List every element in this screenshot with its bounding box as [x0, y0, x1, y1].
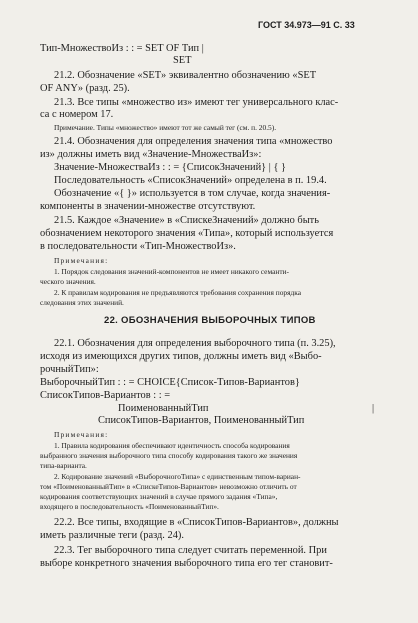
text-line: в последовательности «Тип-МножествоИз».: [40, 241, 236, 252]
text-line: 21.5. Каждое «Значение» в «СпискеЗначений» должно быть: [54, 215, 319, 226]
note-line: Примечание. Типы «множество» имеют тот же самый тег (см. п. 20.5).: [54, 123, 277, 132]
note-line: выбранного значения выборочного типа способу кодирования такого же значения: [40, 451, 298, 460]
text-line: компоненты в значении-множестве отсутствуют.: [40, 201, 256, 212]
text-line: 21.2. Обозначение «SET» эквивалентно обозначению «SET: [54, 70, 317, 81]
text-line: ВыборочныйТип : : = CHOICE{Список-Типов-Вариантов}: [40, 377, 300, 388]
note-line: том «ПоименованныйТип» в «СпискеТипов-Вариантов» невозможно отличить от: [40, 482, 297, 491]
note-line: ческого значения.: [40, 277, 96, 286]
note-line: типа-варианта.: [40, 461, 87, 470]
text-line: |: [372, 403, 375, 414]
note-line: 1. Правила кодирования обеспечивают идентичность способа кодирования: [54, 441, 290, 450]
text-line: обозначением некоторого значения «Типа», который используется: [40, 228, 334, 239]
text-line: СписокТипов-Вариантов : : =: [40, 390, 171, 401]
note-line: 2. Кодирование значений «ВыборочногоТипа» с единственным типом-вариан-: [54, 472, 301, 481]
text-line: исходя из имеющихся других типов, должны иметь вид «Выбо-: [40, 351, 322, 362]
text-line: 21.4. Обозначения для определения значения типа «множество: [54, 136, 333, 147]
note-line: входящего в последовательность «ПоименованныйТип».: [40, 502, 219, 511]
note-line: 2. К правилам кодирования не предъявляются требования сохранения порядка: [54, 288, 302, 297]
text-line: OF ANY» (разд. 25).: [40, 83, 130, 94]
text-line: 21.3. Все типы «множество из» имеют тег универсального клас-: [54, 97, 339, 108]
text-line: 22.1. Обозначения для определения выборочного типа (п. 3.25),: [54, 338, 336, 349]
text-line: 22.2. Все типы, входящие в «СписокТипов-Вариантов», должны: [54, 517, 339, 528]
text-line: выборе конкретного значения выборочного типа его тег становит-: [40, 558, 333, 569]
note-line: 1. Порядок следования значений-компонентов не имеет никакого семанти-: [54, 267, 289, 276]
text-line: Значение-МножестваИз : : = {СписокЗначений} | { }: [54, 162, 287, 173]
text-line: из» должны иметь вид «Значение-МножестваИз»:: [40, 149, 262, 160]
text-line: иметь различные теги (разд. 24).: [40, 530, 184, 541]
text-line: Обозначение «{ }» используется в том случае, когда значения-: [54, 188, 331, 199]
text-line: СписокТипов-Вариантов, ПоименованныйТип: [98, 415, 305, 426]
text-line: SET: [173, 55, 192, 66]
note-line: следования этих значений.: [40, 298, 124, 307]
notes-heading: Примечания:: [54, 430, 109, 439]
text-line: са с номером 17.: [40, 109, 114, 120]
notes-heading: Примечания:: [54, 256, 109, 265]
text-line: Последовательность «СписокЗначений» определена в п. 19.4.: [54, 175, 327, 186]
text-line: 22.3. Тег выборочного типа следует считать переменной. При: [54, 545, 327, 556]
text-line: ПоименованныйТип: [118, 403, 209, 414]
section-heading: 22. ОБОЗНАЧЕНИЯ ВЫБОРОЧНЫХ ТИПОВ: [104, 315, 316, 326]
running-head: ГОСТ 34.973—91 С. 33: [258, 20, 355, 30]
text-line: рочныйТип»:: [40, 364, 99, 375]
text-line: Тип-МножествоИз : : = SET OF Тип |: [40, 43, 204, 54]
note-line: кодирования соответствующих значений в случае прямого задания «Типа»,: [40, 492, 278, 501]
